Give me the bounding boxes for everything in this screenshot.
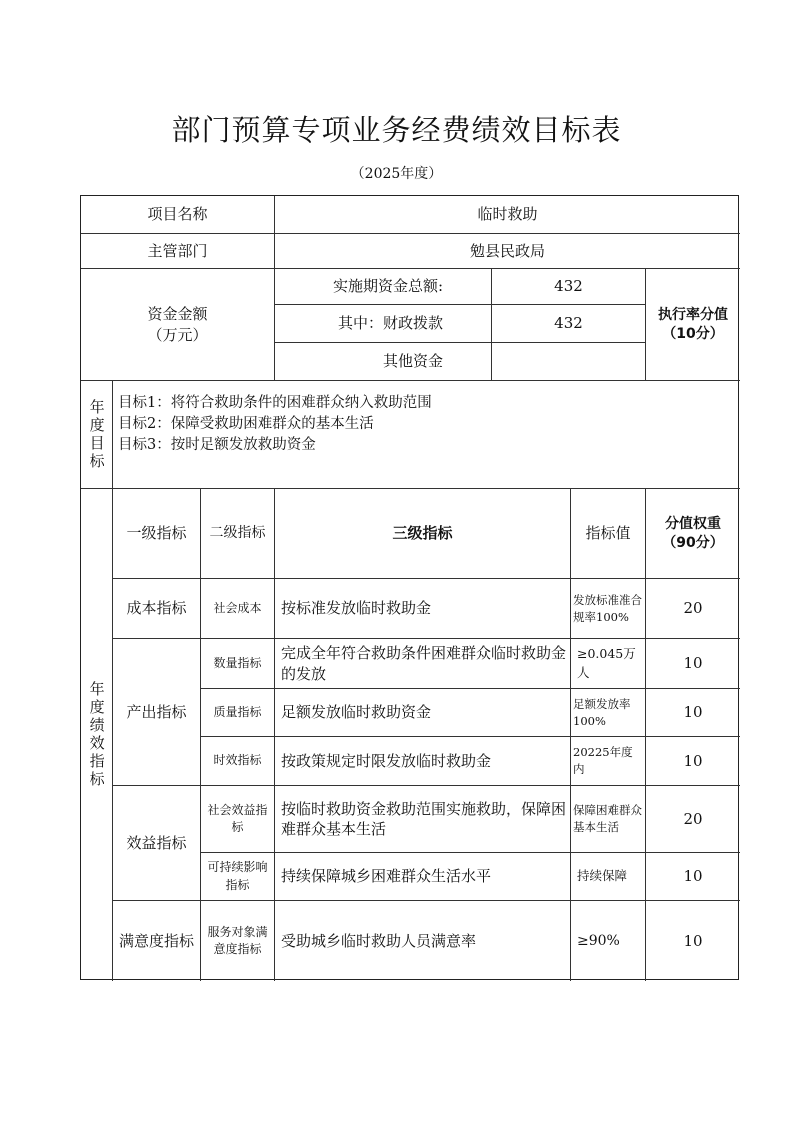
department-value: 勉县民政局: [275, 234, 740, 269]
benefit-weight: 10: [646, 853, 740, 901]
output-weight: 10: [646, 639, 740, 689]
performance-table: [80, 195, 739, 980]
project-name-label: 项目名称: [81, 196, 275, 234]
benefit-value: 保障困难群众基本生活: [571, 786, 646, 853]
page-title: 部门预算专项业务经费绩效目标表: [171, 113, 622, 147]
satisfaction-value: ≥90%: [571, 901, 646, 981]
output-weight: 10: [646, 689, 740, 737]
output-level2: 质量指标: [201, 689, 275, 737]
header-level1: 一级指标: [113, 489, 201, 579]
funds-other-value: [492, 343, 646, 381]
output-weight: 10: [646, 737, 740, 786]
funds-finance-label: 其中：财政拨款: [275, 305, 492, 343]
department-label: 主管部门: [81, 234, 275, 269]
cost-weight: 20: [646, 579, 740, 639]
funds-total-label: 实施期资金总额:: [275, 269, 492, 305]
goal-item: 目标3：按时足额发放救助资金: [118, 437, 316, 454]
satisfaction-level1: 满意度指标: [113, 901, 201, 981]
exec-rate-score: 执行率分值 （10分）: [646, 269, 740, 381]
output-value: 20225年度内: [571, 737, 646, 786]
output-level2: 时效指标: [201, 737, 275, 786]
funds-total-value: 432: [492, 269, 646, 305]
indicators-side-label: 年度绩效指标: [81, 489, 113, 981]
benefit-level3: 按临时救助资金救助范围实施救助，保障困难群众基本生活: [275, 786, 571, 853]
output-level3: 足额发放临时救助资金: [275, 689, 571, 737]
funds-other-label: 其他资金: [275, 343, 492, 381]
header-level3: 三级指标: [275, 489, 571, 579]
output-level1: 产出指标: [113, 639, 201, 786]
goal-item: 目标2：保障受救助困难群众的基本生活: [118, 416, 374, 433]
header-value: 指标值: [571, 489, 646, 579]
output-level3: 按政策规定时限发放临时救助金: [275, 737, 571, 786]
satisfaction-level3: 受助城乡临时救助人员满意率: [275, 901, 571, 981]
benefit-value: 持续保障: [571, 853, 646, 901]
output-value: ≥0.045万人: [571, 639, 646, 689]
benefit-weight: 20: [646, 786, 740, 853]
cost-level1: 成本指标: [113, 579, 201, 639]
funds-label: 资金金额 （万元）: [81, 269, 275, 381]
cost-value: 发放标准准合规率100%: [571, 579, 646, 639]
header-weight: 分值权重 （90分）: [646, 489, 740, 579]
goal-item: 目标1：将符合救助条件的困难群众纳入救助范围: [118, 395, 432, 411]
benefit-level2: 社会效益指标: [201, 786, 275, 853]
project-name-value: 临时救助: [275, 196, 740, 234]
output-value: 足额发放率100%: [571, 689, 646, 737]
cost-level2: 社会成本: [201, 579, 275, 639]
goals-list: [113, 381, 740, 489]
goals-label: 年度目标: [81, 381, 113, 489]
satisfaction-weight: 10: [683, 931, 703, 950]
benefit-level2: 可持续影响指标: [201, 853, 275, 901]
funds-finance-value: 432: [492, 305, 646, 343]
budget-year: （2025年度）: [350, 166, 443, 182]
satisfaction-level2: 服务对象满意度指标: [201, 901, 275, 981]
cost-level3: 按标准发放临时救助金: [275, 579, 571, 639]
output-level3: 完成全年符合救助条件困难群众临时救助金的发放: [275, 639, 571, 689]
benefit-level1: 效益指标: [113, 786, 201, 901]
header-level2: 二级指标: [201, 489, 275, 579]
output-level2: 数量指标: [201, 639, 275, 689]
benefit-level3: 持续保障城乡困难群众生活水平: [275, 853, 571, 901]
